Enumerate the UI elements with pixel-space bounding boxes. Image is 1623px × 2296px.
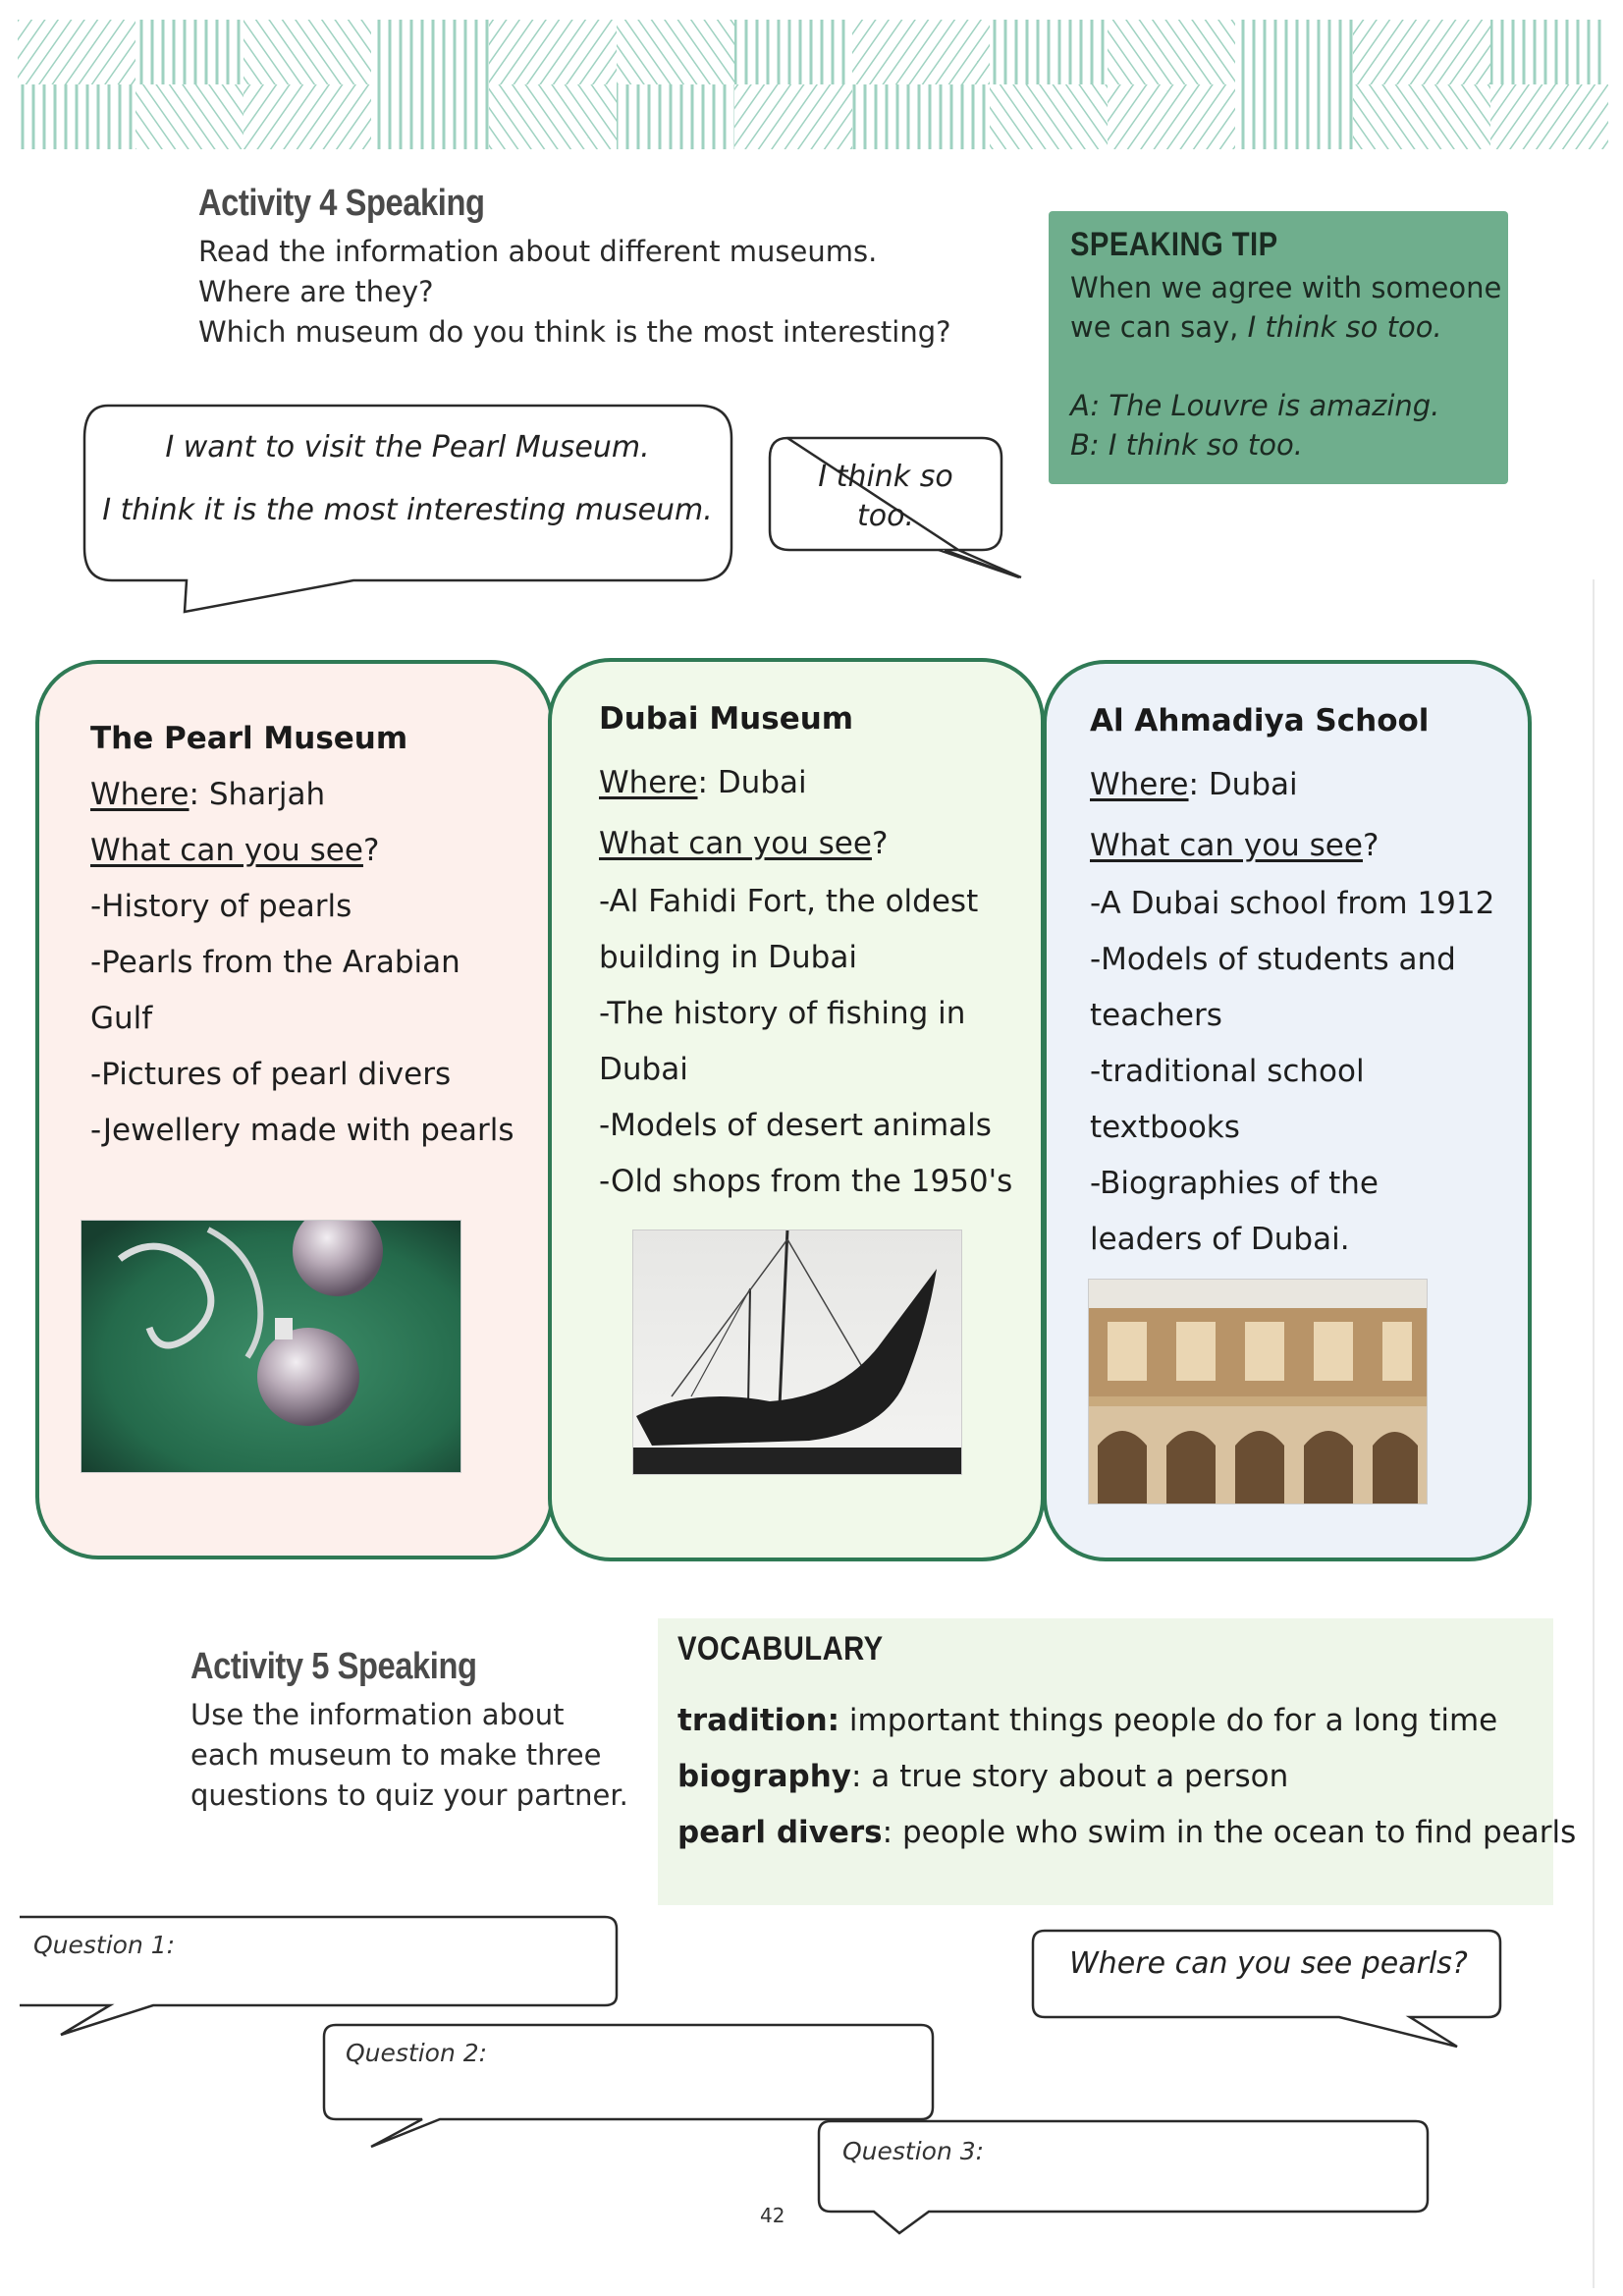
- speech-bubble-agree-line1: I think so: [818, 460, 953, 494]
- school-courtyard-photo: [1088, 1279, 1428, 1504]
- instruction-line: Which museum do you think is the most interesting?: [198, 315, 951, 349]
- question-2-label: Question 2:: [346, 2039, 488, 2067]
- instruction-line: Where are they?: [198, 275, 434, 308]
- vocabulary-box: [658, 1618, 1577, 1905]
- see-suffix: ?: [871, 826, 889, 861]
- where-label: Where: [1090, 767, 1189, 802]
- pearl-museum-line: -Pearls from the Arabian: [90, 945, 460, 980]
- speaking-tip-line: When we agree with someone: [1070, 271, 1502, 304]
- activity-4-instructions: [198, 232, 951, 353]
- ahmadiya-school-line: -Biographies of the: [1090, 1166, 1379, 1201]
- ahmadiya-school-line: teachers: [1090, 998, 1222, 1033]
- vocabulary-definition: important things people do for a long time: [839, 1703, 1498, 1738]
- header-pattern-banner: [18, 20, 1608, 149]
- dubai-museum-line: building in Dubai: [599, 940, 857, 975]
- instruction-line: questions to quiz your partner.: [190, 1778, 628, 1812]
- see-suffix: ?: [362, 833, 380, 868]
- vocabulary-term: tradition:: [677, 1703, 840, 1738]
- ahmadiya-school-title: Al Ahmadiya School: [1090, 703, 1430, 738]
- dubai-museum-line: -Old shops from the 1950's: [599, 1164, 1013, 1199]
- where-label: Where: [599, 765, 698, 800]
- pearl-museum-line: -Pictures of pearl divers: [90, 1057, 452, 1092]
- speaking-tip-prefix: we can say,: [1070, 310, 1248, 344]
- question-3-bubble[interactable]: [815, 2117, 1434, 2241]
- instruction-line: Use the information about: [190, 1698, 565, 1731]
- dubai-museum-line: -Models of desert animals: [599, 1108, 992, 1143]
- vocabulary-entry: [677, 1749, 1534, 1805]
- activity-5-instructions: [190, 1695, 628, 1816]
- speech-bubble-agree-line2: too.: [856, 499, 914, 533]
- ahmadiya-school-line: leaders of Dubai.: [1090, 1222, 1350, 1257]
- ahmadiya-school-where: [1090, 754, 1494, 815]
- ahmadiya-school-card: [1090, 693, 1494, 1268]
- where-label: Where: [90, 777, 189, 812]
- where-value: : Sharjah: [189, 777, 326, 812]
- vocabulary-title: VOCABULARY: [677, 1630, 884, 1667]
- dubai-museum-where: [599, 752, 1012, 813]
- where-value: : Dubai: [1188, 767, 1298, 802]
- speech-bubble-visit-line1: I want to visit the Pearl Museum.: [165, 430, 650, 465]
- question-1-label: Question 1:: [33, 1931, 176, 1959]
- question-3-label: Question 3:: [842, 2137, 985, 2165]
- dubai-museum-title: Dubai Museum: [599, 701, 854, 737]
- pearl-museum-title: The Pearl Museum: [90, 721, 408, 756]
- activity-4-heading: Activity 4 Speaking: [198, 183, 485, 224]
- pearl-museum-line: -History of pearls: [90, 889, 352, 924]
- example-question-text: Where can you see pearls?: [1069, 1946, 1468, 1981]
- instruction-line: each museum to make three: [190, 1738, 602, 1772]
- pearl-museum-line: -Jewellery made with pearls: [90, 1113, 514, 1148]
- page-number: 42: [760, 2204, 785, 2227]
- vocabulary-entry: [677, 1693, 1534, 1749]
- pearl-museum-line: Gulf: [90, 1001, 153, 1036]
- speaking-tip-line: [1070, 307, 1487, 347]
- pearl-earrings-photo: [81, 1220, 461, 1473]
- speaking-tip-box: [1049, 211, 1508, 484]
- where-value: : Dubai: [697, 765, 807, 800]
- see-label: What can you see: [1090, 828, 1363, 863]
- see-label: What can you see: [90, 833, 363, 868]
- speaking-tip-example-b: B: I think so too.: [1070, 428, 1303, 462]
- dubai-museum-see-heading: [599, 813, 1012, 874]
- vocabulary-definition: : people who swim in the ocean to find pearls: [882, 1815, 1577, 1850]
- ahmadiya-school-line: -Models of students and: [1090, 942, 1456, 977]
- ahmadiya-school-line: -A Dubai school from 1912: [1090, 886, 1495, 921]
- activity-5-heading: Activity 5 Speaking: [190, 1646, 477, 1687]
- dubai-museum-line: -Al Fahidi Fort, the oldest: [599, 884, 979, 919]
- instruction-line: Read the information about different museums.: [198, 235, 878, 268]
- speaking-tip-title: SPEAKING TIP: [1070, 226, 1278, 263]
- dubai-museum-line: -The history of fishing in: [599, 996, 966, 1031]
- vocabulary-definition: : a true story about a person: [850, 1759, 1289, 1794]
- dubai-museum-card: [599, 691, 1012, 1210]
- speech-bubble-visit-line2: I think it is the most interesting museum.: [102, 493, 713, 527]
- margin-line: [1593, 579, 1595, 2288]
- dubai-museum-line: Dubai: [599, 1052, 688, 1087]
- vocabulary-term: biography: [677, 1759, 851, 1794]
- pearl-museum-where: [90, 767, 514, 823]
- dhow-boat-photo: [632, 1230, 962, 1475]
- speaking-tip-phrase: I think so too.: [1247, 310, 1442, 344]
- vocabulary-term: pearl divers: [677, 1815, 883, 1850]
- see-label: What can you see: [599, 826, 872, 861]
- see-suffix: ?: [1362, 828, 1380, 863]
- pearl-museum-card: [90, 711, 514, 1159]
- speaking-tip-example-a: A: The Louvre is amazing.: [1070, 389, 1440, 422]
- ahmadiya-school-see-heading: [1090, 815, 1494, 876]
- ahmadiya-school-line: -traditional school: [1090, 1054, 1365, 1089]
- vocabulary-entry: [677, 1805, 1577, 1861]
- ahmadiya-school-line: textbooks: [1090, 1110, 1240, 1145]
- pearl-museum-see-heading: [90, 823, 514, 879]
